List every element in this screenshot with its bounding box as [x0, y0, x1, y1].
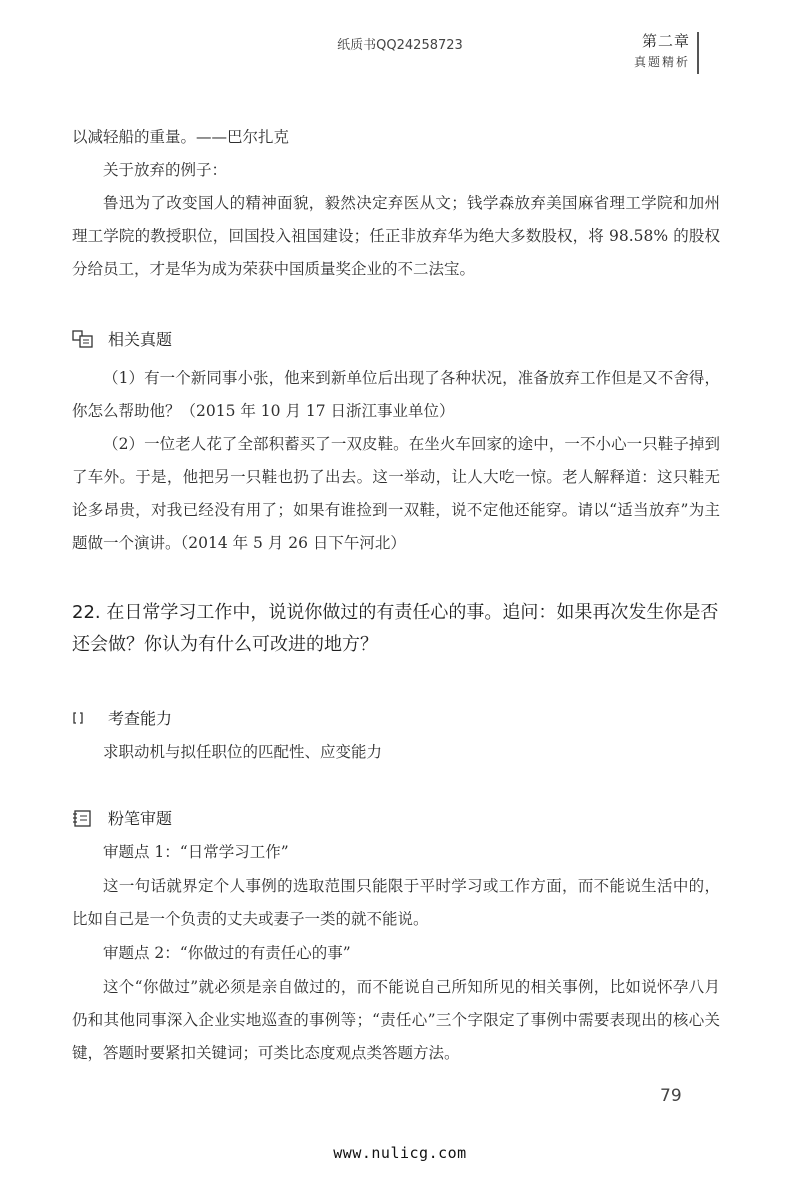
analysis-point-2-label: 审题点 2：“你做过的有责任心的事” — [103, 944, 351, 962]
quote-ending: 以减轻船的重量。——巴尔扎克 — [72, 128, 290, 146]
question-22: 22. 在日常学习工作中，说说你做过的有责任心的事。追问：如果再次发生你是否还会做？你认为有什么可改进的地方？ — [72, 602, 719, 655]
notepad-icon — [72, 809, 94, 827]
related-question-1: （1）有一个新同事小张，他来到新单位后出现了各种状况，准备放弃工作但是又不舍得，你怎么帮助他？（2015 年 10 月 17 日浙江事业单位） — [72, 369, 720, 420]
header-divider — [697, 32, 699, 74]
analysis-point-1-text: 这一句话就界定个人事例的选取范围只能限于平时学习或工作方面，而不能说生活中的，比如自己是一个负责的丈夫或妻子一类的就不能说。 — [72, 877, 720, 928]
footer-url: www.nulicg.com — [333, 1144, 467, 1162]
header-chapter-block — [634, 30, 690, 72]
examples-paragraph: 鲁迅为了改变国人的精神面貌，毅然决定弃医从文；钱学森放弃美国麻省理工学院和加州理工学院的教授职位，回国投入祖国建设；任正非放弃华为绝大多数股权，将 98.58% 的股权分给员工，才是华为成为荣获中国质量奖企业的不二法宝。 — [72, 194, 720, 278]
chapter-subtitle: 真题精析 — [633, 55, 690, 69]
related-section-title: 相关真题 — [108, 330, 173, 349]
header-watermark: 纸质书QQ24258723 — [337, 38, 463, 53]
document-icon — [72, 330, 94, 348]
related-section-heading — [72, 327, 172, 350]
analysis-point-1-label: 审题点 1：“日常学习工作” — [103, 843, 289, 861]
related-question-2: （2）一位老人花了全部积蓄买了一双皮鞋。在坐火车回家的途中，一不小心一只鞋子掉到了车外。于是，他把另一只鞋也扔了出去。这一举动，让人大吃一惊。老人解释道：这只鞋无论多昂贵，对我已经没有用了；如果有谁捡到一双鞋，说不定他还能穿。请以“适当放弃”为主题做一个演讲。（2014 年 5 月 26 日下午河北） — [72, 435, 720, 552]
bracket-icon — [72, 709, 94, 727]
ability-section-heading — [72, 706, 172, 729]
page-number: 79 — [660, 1086, 682, 1106]
chapter-title: 第二章 — [641, 32, 690, 50]
examples-intro: 关于放弃的例子： — [103, 161, 228, 179]
ability-section-title: 考查能力 — [108, 709, 173, 728]
analysis-section-title: 粉笔审题 — [108, 809, 173, 828]
ability-text: 求职动机与拟任职位的匹配性、应变能力 — [103, 743, 383, 761]
analysis-point-2-text: 这个“你做过”就必须是亲自做过的，而不能说自己所知所见的相关事例，比如说怀孕八月仍和其他同事深入企业实地巡查的事例等；“责任心”三个字限定了事例中需要表现出的核心关键，答题时要紧扣关键词；可类比态度观点类答题方法。 — [72, 978, 720, 1062]
analysis-section-heading — [72, 806, 172, 829]
